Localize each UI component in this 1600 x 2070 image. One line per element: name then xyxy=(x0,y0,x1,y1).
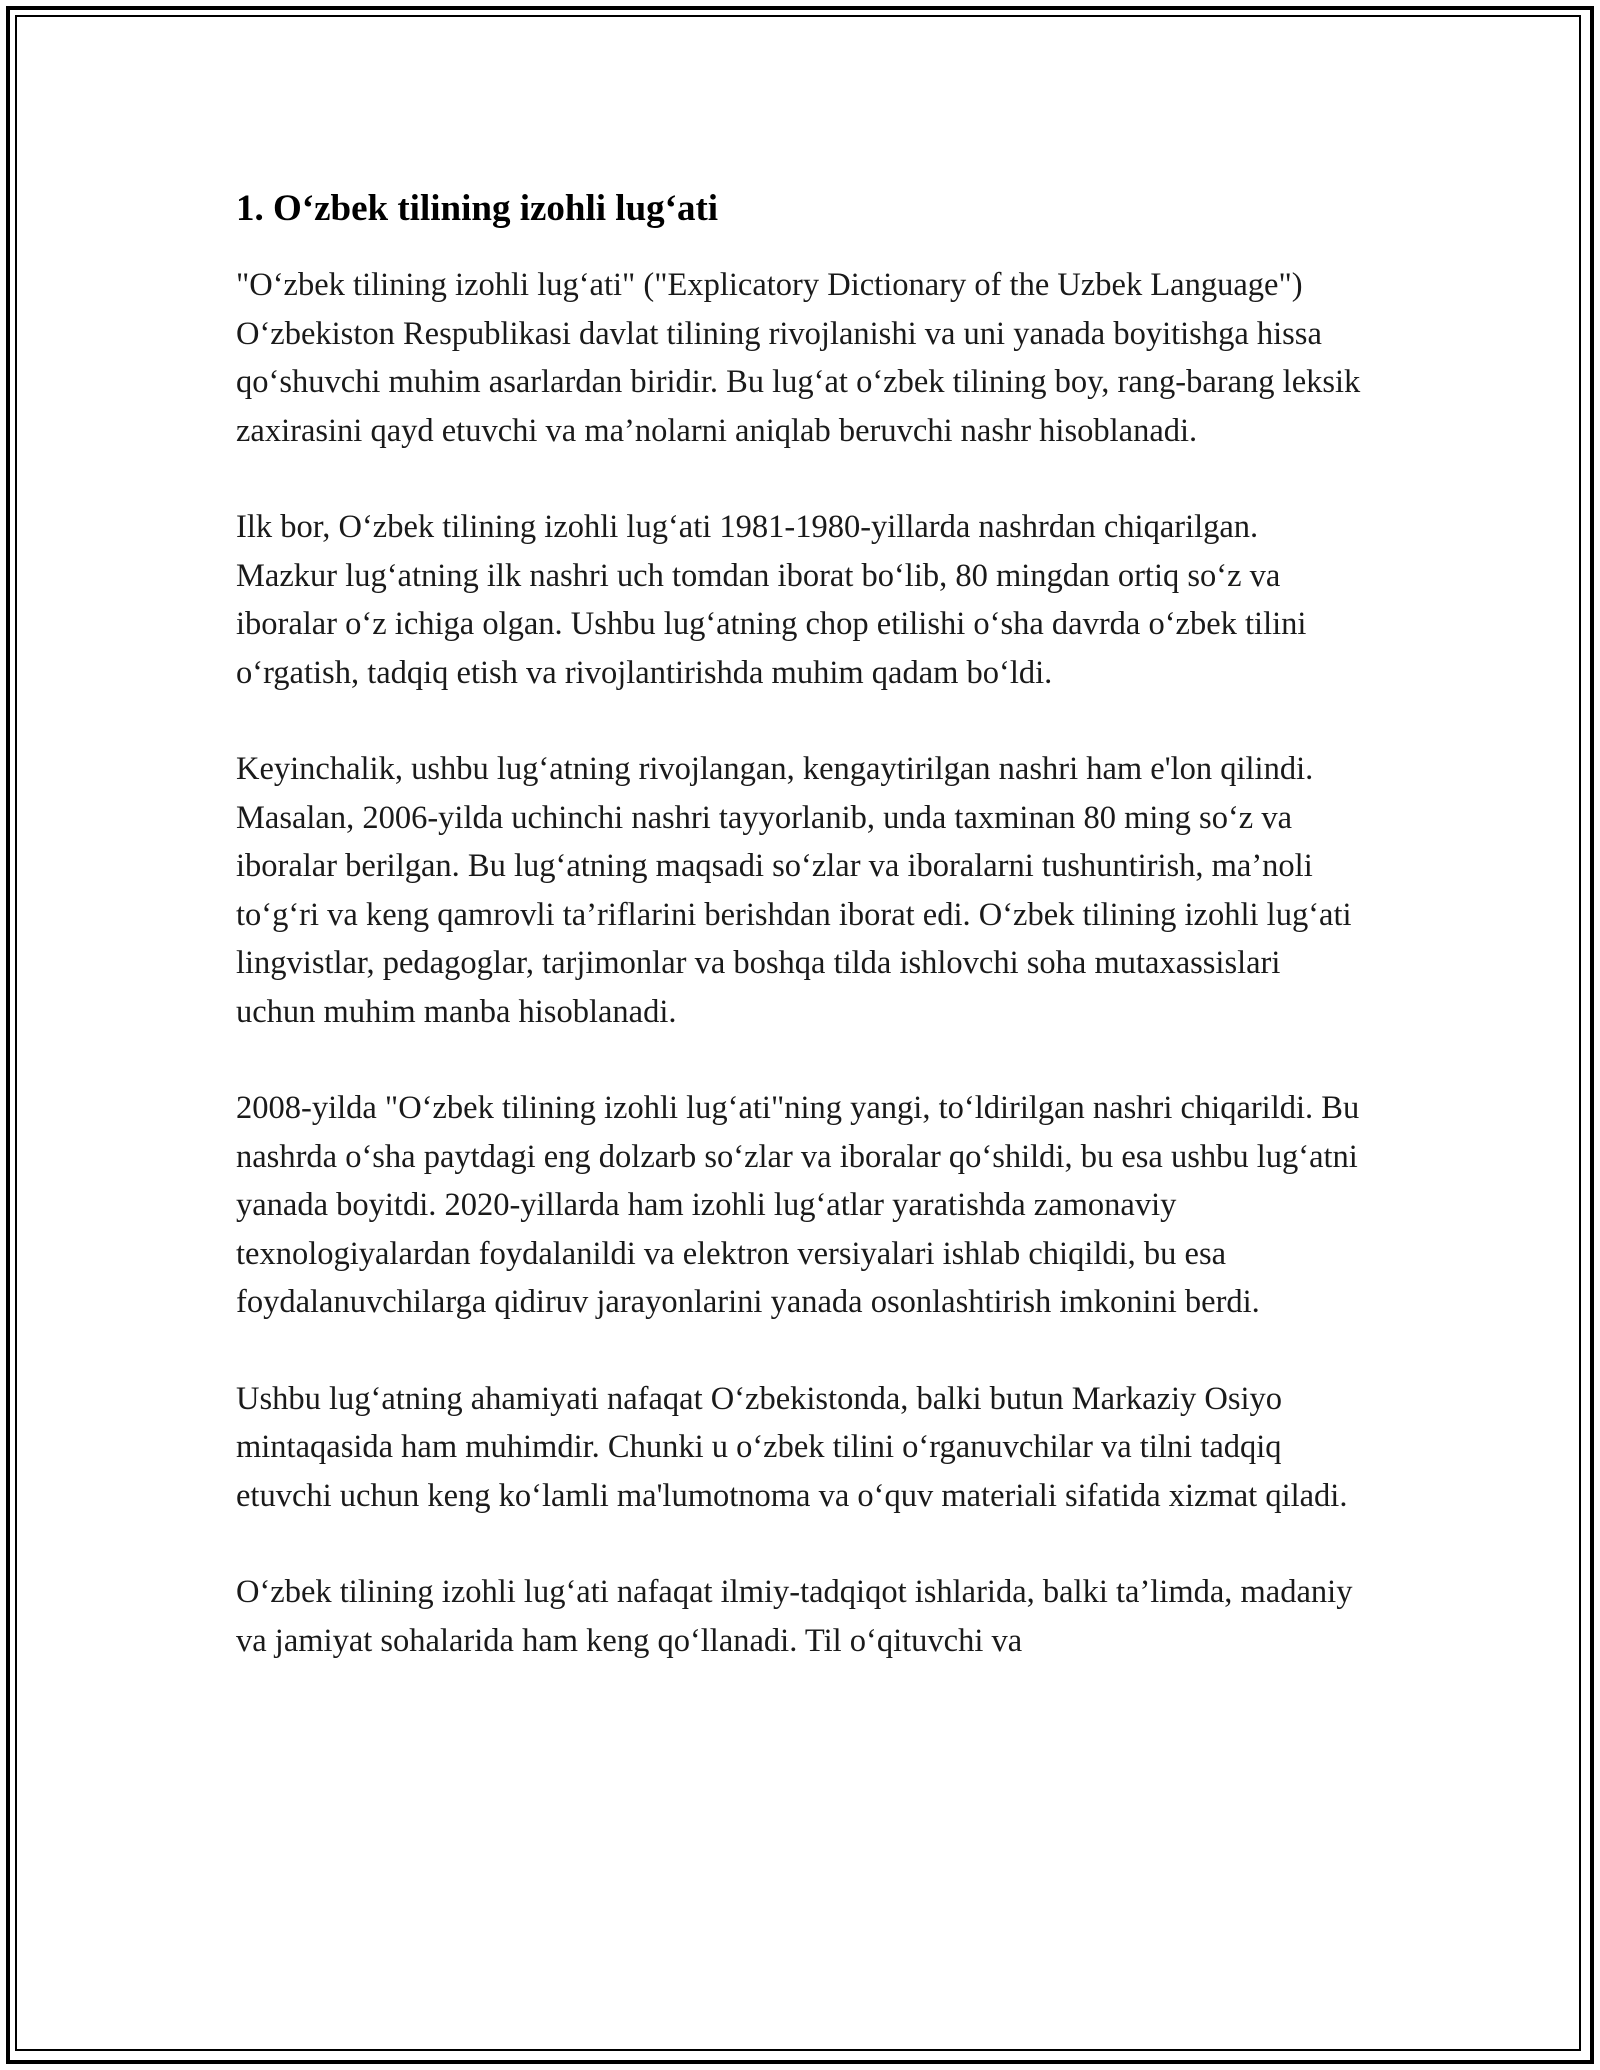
paragraph-usage: O‘zbek tilining izohli lug‘ati nafaqat ilmiy-tadqiqot ishlarida, balki ta’limda, madaniy va jamiyat sohalarida ham keng qo‘llanadi. Til o‘qituvchi va xyxy=(236,1574,1353,1659)
paragraph-first-edition: Ilk bor, O‘zbek tilining izohli lug‘ati 1981-1980-yillarda nashrdan chiqarilgan. Mazkur lug‘atning ilk nashri uch tomdan iborat bo‘lib, 80 mingdan ortiq so‘z va iboralar o‘z ichiga olgan. Ushbu lug‘atning chop etilishi o‘sha davrda o‘zbek tilini o‘rgatish, tadqiq etish va rivojlantirishda muhim qadam bo‘ldi. xyxy=(236,509,1307,691)
paragraph-2008-edition: 2008-yilda "O‘zbek tilining izohli lug‘ati"ning yangi, to‘ldirilgan nashri chiqarildi. Bu nashrda o‘sha paytdagi eng dolzarb so‘zlar va iboralar qo‘shildi, bu esa ushbu lug‘atni yanada boyitdi. 2020-yillarda ham izohli lug‘atlar yaratishda zamonaviy texnologiyalardan foydalanildi va elektron versiyalari ishlab chiqildi, bu esa foydalanuvchilarga qidiruv jarayonlarini yanada osonlashtirish imkonini berdi. xyxy=(236,1090,1360,1320)
document-body xyxy=(236,185,1366,1713)
paragraph-expanded-edition: Keyinchalik, ushbu lug‘atning rivojlangan, kengaytirilgan nashri ham e'lon qilindi. Masalan, 2006-yilda uchinchi nashri tayyorlanib, unda taxminan 80 ming so‘z va iboralar berilgan. Bu lug‘atning maqsadi so‘zlar va iboralarni tushuntirish, ma’noli to‘g‘ri va keng qamrovli ta’riflarini berishdan iborat edi. O‘zbek tilining izohli lug‘ati lingvistlar, pedagoglar, tarjimonlar va boshqa tilda ishlovchi soha mutaxassislari uchun muhim manba hisoblanadi. xyxy=(236,751,1352,1030)
paragraph-intro: "O‘zbek tilining izohli lug‘ati" ("Explicatory Dictionary of the Uzbek Language") O‘zbekiston Respublikasi davlat tilining rivojlanishi va uni yanada boyitishga hissa qo‘shuvchi muhim asarlardan biridir. Bu lug‘at o‘zbek tilining boy, rang-barang leksik zaxirasini qayd etuvchi va ma’nolarni aniqlab beruvchi nashr hisoblanadi. xyxy=(236,267,1361,449)
paragraph-importance: Ushbu lug‘atning ahamiyati nafaqat O‘zbekistonda, balki butun Markaziy Osiyo mintaqasida ham muhimdir. Chunki u o‘zbek tilini o‘rganuvchilar va tilni tadqiq etuvchi uchun keng ko‘lamli ma'lumotnoma va o‘quv materiali sifatida xizmat qiladi. xyxy=(236,1380,1348,1514)
section-heading: 1. O‘zbek tilining izohli lug‘ati xyxy=(236,188,719,229)
